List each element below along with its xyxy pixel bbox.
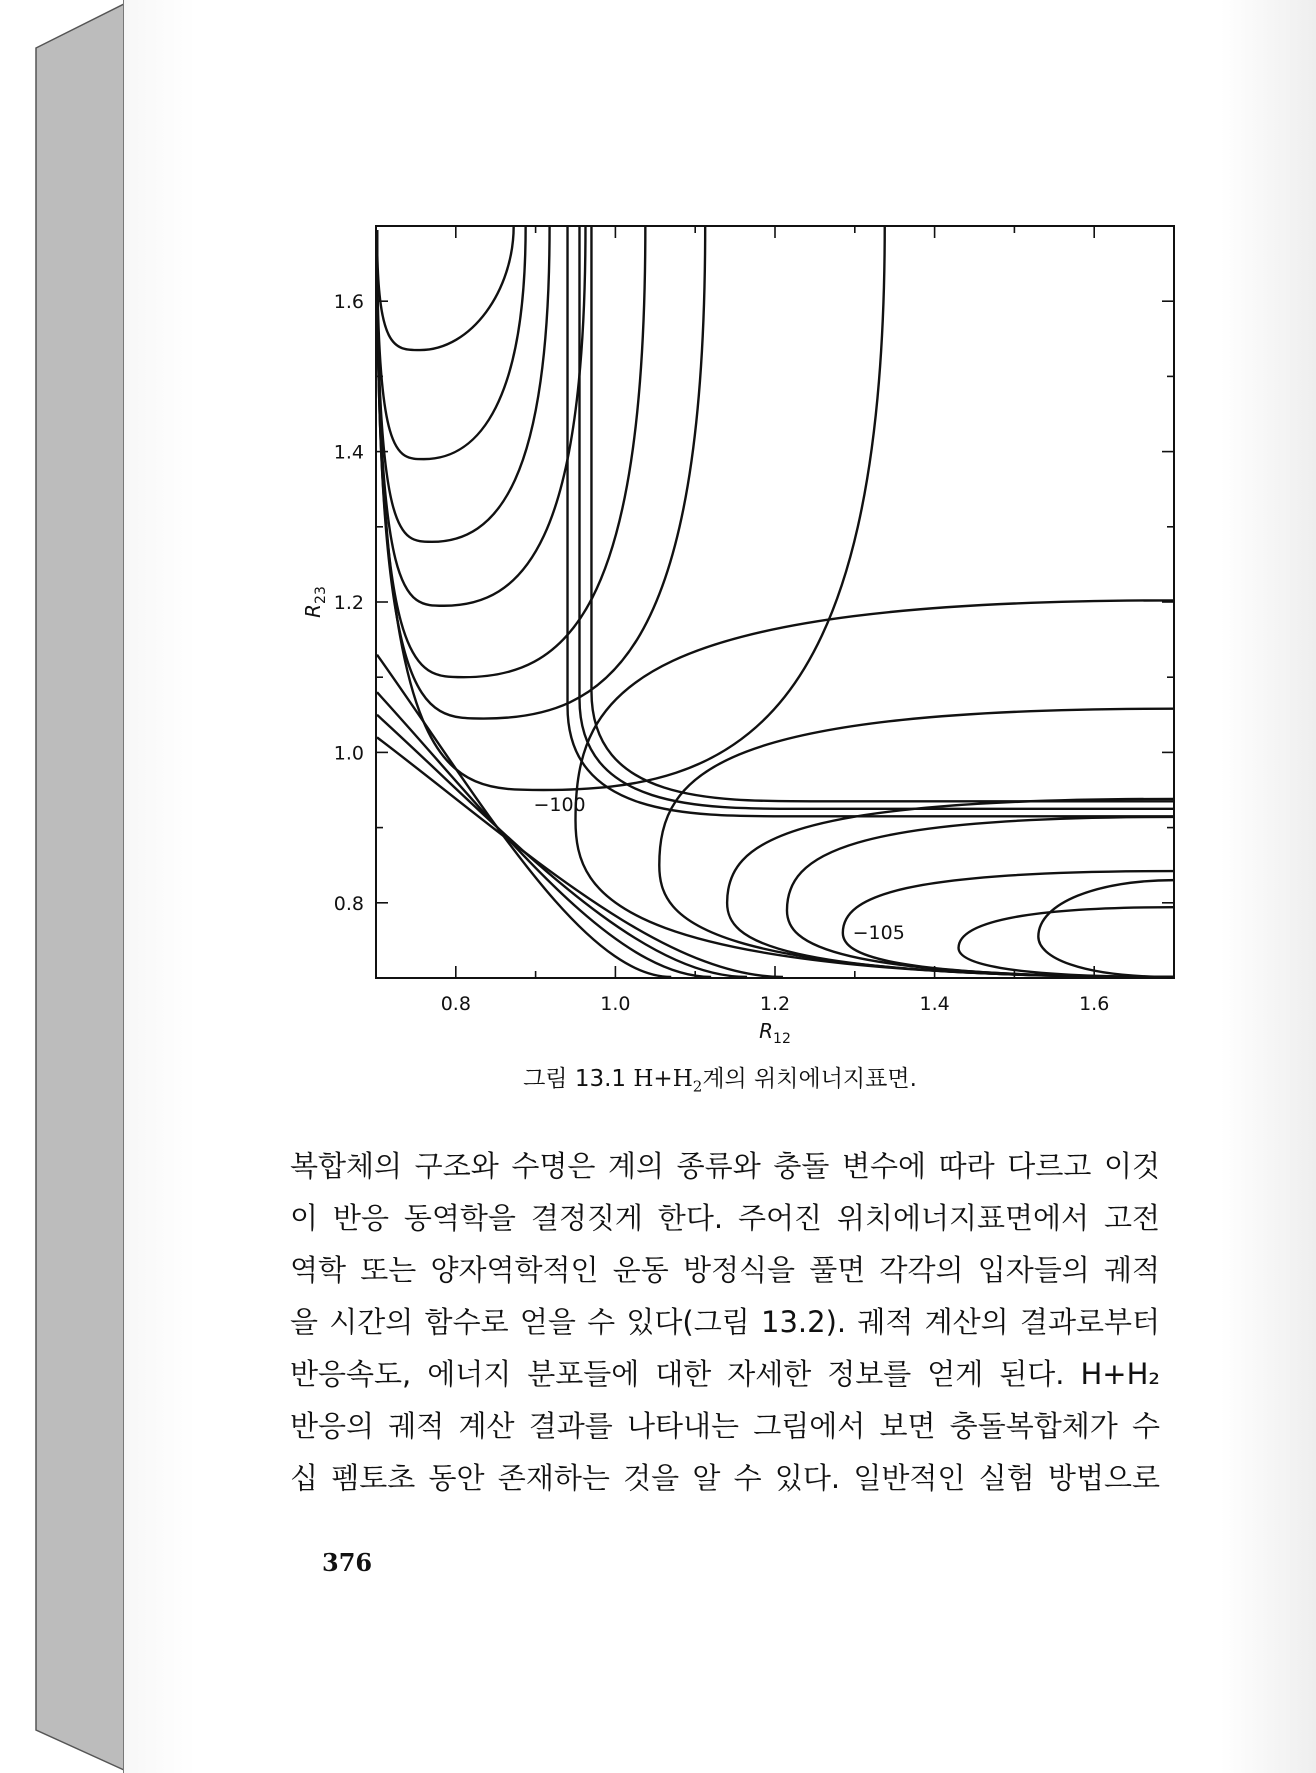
contour-line: [568, 226, 1174, 816]
text-line: 십 펨토초 동안 존재하는 것을 알 수 있다. 일반적인 실험 방법으로: [290, 1461, 1160, 1495]
contour-label: −100: [533, 794, 586, 817]
contour-line: [377, 226, 645, 677]
contour-line: [377, 226, 514, 350]
x-tick-label: 1.6: [1079, 993, 1110, 1015]
text-line: 역학 또는 양자역학적인 운동 방정식을 풀면 각각의 입자들의 궤적: [290, 1253, 1160, 1287]
text-line: 복합체의 구조와 수명은 계의 종류와 충돌 변수에 따라 다르고 이것: [290, 1149, 1160, 1183]
contour-line: [377, 226, 705, 719]
y-axis-title: $R_{23}$: [301, 586, 329, 618]
y-tick-label: 1.0: [333, 742, 364, 765]
text-line: 반응의 궤적 계산 결과를 나타내는 그림에서 보면 충돌복합체가 수: [290, 1409, 1160, 1443]
body-paragraph: [290, 1140, 1160, 1504]
contour-line: [579, 226, 1174, 809]
figure-caption: [124, 1060, 1316, 1096]
contour-line: [659, 709, 1174, 977]
caption-label: 그림 13.1: [523, 1066, 627, 1092]
contour-line: [787, 817, 1174, 977]
x-tick-label: 1.0: [600, 993, 631, 1015]
contour-chart: [284, 218, 1184, 1048]
y-tick-label: 1.6: [333, 291, 364, 314]
contour-lines: [377, 226, 1174, 977]
y-tick-label: 1.2: [333, 592, 364, 614]
contour-line: [377, 655, 671, 977]
contour-line: [377, 226, 885, 790]
contour-label: −105: [852, 921, 905, 944]
text-line: 을 시간의 함수로 얻을 수 있다(그림 13.2). 궤적 계산의 결과로부터: [290, 1305, 1160, 1339]
text-line: 반응속도, 에너지 분포들에 대한 자세한 정보를 얻게 된다. H+H₂: [290, 1357, 1160, 1391]
contour-line: [377, 226, 585, 606]
caption-text: 계의 위치에너지표면.: [702, 1066, 917, 1092]
x-tick-label: 1.4: [919, 993, 950, 1015]
contour-line: [959, 907, 1174, 977]
y-tick-label: 0.8: [333, 892, 364, 915]
book-edge: [0, 0, 130, 1773]
x-axis-title: $R_{12}$: [759, 1019, 791, 1047]
contour-figure: [284, 218, 1184, 1048]
y-tick-label: 1.4: [333, 441, 364, 464]
x-tick-label: 1.2: [759, 993, 791, 1015]
text-line: 이 반응 동역학을 결정짓게 한다. 주어진 위치에너지표면에서 고전: [290, 1201, 1160, 1235]
x-tick-label: 0.8: [440, 993, 471, 1015]
page-number: 376: [322, 1548, 373, 1577]
contour-line: [1038, 880, 1174, 977]
caption-formula: $H+H_2$: [633, 1066, 703, 1096]
